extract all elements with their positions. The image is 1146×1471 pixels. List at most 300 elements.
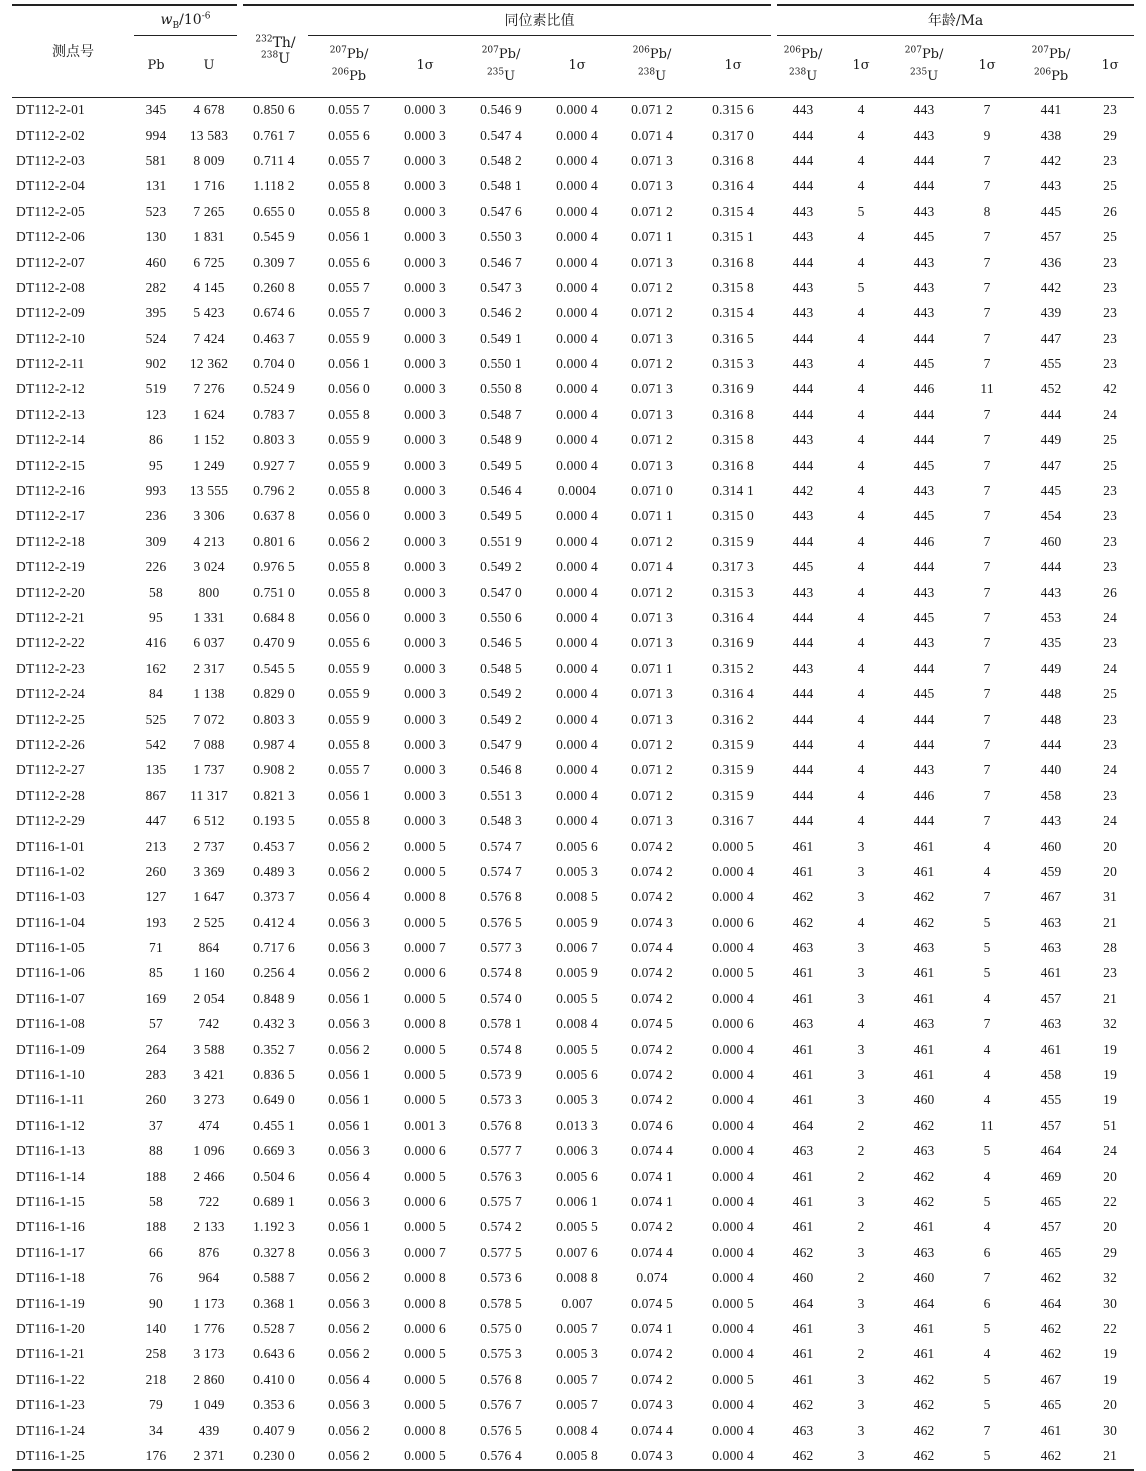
cell-r68: 0.074 1 <box>631 1320 673 1336</box>
cell-r75: 0.576 3 <box>480 1168 522 1184</box>
cell-u: 7 072 <box>193 711 225 727</box>
cell-pb: 218 <box>145 1371 167 1387</box>
cell-r68: 0.071 4 <box>631 127 673 143</box>
cell-a76: 469 <box>1040 1168 1062 1184</box>
cell-r68: 0.071 2 <box>631 102 673 118</box>
cell-pb: 523 <box>145 203 167 219</box>
cell-a75: 461 <box>913 1320 935 1336</box>
cell-r76: 0.056 3 <box>328 1143 370 1159</box>
cell-a75-sigma: 7 <box>983 305 991 321</box>
cell-r75: 0.551 3 <box>480 787 522 803</box>
cell-spot-id: DT116-1-11 <box>16 1092 85 1108</box>
cell-r75-sigma: 0.000 4 <box>556 330 598 346</box>
cell-r68-sigma: 0.316 7 <box>712 813 754 829</box>
cell-u: 2 737 <box>193 838 225 854</box>
table-row <box>12 1265 1134 1290</box>
cell-a68-sigma: 3 <box>857 1092 865 1108</box>
cell-a75-sigma: 6 <box>983 1244 991 1260</box>
cell-r75-sigma: 0.005 3 <box>556 863 598 879</box>
cell-spot-id: DT112-2-13 <box>16 406 85 422</box>
cell-a68: 444 <box>792 381 814 397</box>
cell-r68: 0.074 2 <box>631 889 673 905</box>
cell-a75-sigma: 7 <box>983 356 991 372</box>
cell-pb: 525 <box>145 711 167 727</box>
cell-u: 742 <box>198 1016 220 1032</box>
cell-u: 3 421 <box>193 1067 225 1083</box>
cell-u: 2 860 <box>193 1371 225 1387</box>
cell-r75: 0.547 0 <box>480 584 522 600</box>
cell-a75: 461 <box>913 1219 935 1235</box>
cell-r75-sigma: 0.000 4 <box>556 229 598 245</box>
cell-u: 6 725 <box>193 254 225 270</box>
cell-r75-sigma: 0.000 4 <box>556 254 598 270</box>
cell-r68-sigma: 0.000 4 <box>712 1067 754 1083</box>
cell-r76-sigma: 0.000 3 <box>404 635 446 651</box>
cell-r75-sigma: 0.005 6 <box>556 1067 598 1083</box>
cell-pb: 76 <box>149 1270 163 1286</box>
cell-spot-id: DT112-2-28 <box>16 787 85 803</box>
cell-r76: 0.055 7 <box>328 279 370 295</box>
cell-a75-sigma: 7 <box>983 559 991 575</box>
cell-r75-sigma: 0.000 4 <box>556 559 598 575</box>
cell-r68: 0.074 <box>636 1270 668 1286</box>
cell-spot-id: DT116-1-05 <box>16 940 85 956</box>
cell-r76: 0.055 8 <box>328 406 370 422</box>
cell-pb: 188 <box>145 1168 167 1184</box>
cell-a68: 444 <box>792 736 814 752</box>
cell-a68: 445 <box>792 559 814 575</box>
cell-a68: 444 <box>792 610 814 625</box>
cell-r68-sigma: 0.316 4 <box>712 610 754 625</box>
cell-a68-sigma: 4 <box>857 330 865 346</box>
cell-r75: 0.549 2 <box>480 559 522 575</box>
cell-r76-sigma: 0.000 8 <box>404 1270 446 1286</box>
table-row <box>12 605 1134 630</box>
cell-a68-sigma: 2 <box>857 1168 865 1184</box>
cell-a76-sigma: 21 <box>1103 914 1118 930</box>
cell-r76: 0.056 0 <box>328 381 370 397</box>
cell-r75-sigma: 0.005 5 <box>556 1219 598 1235</box>
cell-a75-sigma: 7 <box>983 1270 991 1286</box>
cell-a76: 467 <box>1040 1371 1062 1387</box>
cell-r68: 0.074 2 <box>631 1041 673 1057</box>
cell-a76-sigma: 25 <box>1103 457 1118 473</box>
cell-r75-sigma: 0.000 4 <box>556 203 598 219</box>
cell-a68: 461 <box>792 1168 814 1184</box>
cell-spot-id: DT112-2-14 <box>16 432 85 448</box>
cell-a75-sigma: 7 <box>983 178 991 194</box>
table-row <box>12 910 1134 935</box>
group-header-content: $w_B/10^{-6}$ <box>134 5 240 35</box>
cell-a68: 461 <box>792 1371 814 1387</box>
cell-r76: 0.055 8 <box>328 736 370 752</box>
cell-a68-sigma: 4 <box>857 254 865 270</box>
cell-a68: 444 <box>792 254 814 270</box>
cell-u: 722 <box>198 1193 220 1209</box>
cell-a75-sigma: 5 <box>983 1397 991 1413</box>
cell-a68-sigma: 4 <box>857 914 865 930</box>
cell-a76: 458 <box>1040 787 1062 803</box>
cell-a75: 443 <box>913 203 935 219</box>
cell-a76: 465 <box>1040 1193 1062 1209</box>
cell-a75-sigma: 6 <box>983 1295 991 1311</box>
cell-a75: 463 <box>913 1244 935 1260</box>
cell-r68: 0.074 2 <box>631 965 673 981</box>
cell-r75: 0.574 8 <box>480 1041 522 1057</box>
cell-spot-id: DT112-2-23 <box>16 660 85 676</box>
cell-r75: 0.573 9 <box>480 1067 522 1083</box>
cell-r68-sigma: 0.315 9 <box>712 736 754 752</box>
cell-th-u: 0.717 6 <box>253 940 295 956</box>
cell-r68: 0.071 3 <box>631 686 673 702</box>
cell-a76-sigma: 23 <box>1103 711 1118 727</box>
cell-a76-sigma: 23 <box>1103 559 1118 575</box>
cell-r68-sigma: 0.000 4 <box>712 1219 754 1235</box>
cell-a76: 448 <box>1040 711 1062 727</box>
cell-a76: 454 <box>1040 508 1062 524</box>
cell-a68-sigma: 4 <box>857 813 865 829</box>
cell-r75-sigma: 0.000 4 <box>556 127 598 143</box>
cell-u: 1 776 <box>193 1320 225 1336</box>
cell-a68-sigma: 3 <box>857 863 865 879</box>
cell-a76-sigma: 20 <box>1103 1397 1118 1413</box>
cell-a75: 461 <box>913 965 935 981</box>
cell-th-u: 1.192 3 <box>253 1219 295 1235</box>
cell-r75: 0.549 2 <box>480 686 522 702</box>
cell-r76: 0.056 1 <box>328 1219 370 1235</box>
cell-a76: 455 <box>1040 356 1062 372</box>
cell-r75: 0.546 7 <box>480 254 522 270</box>
cell-a76-sigma: 20 <box>1103 1168 1118 1184</box>
cell-spot-id: DT116-1-09 <box>16 1041 85 1057</box>
cell-r76: 0.056 0 <box>328 610 370 625</box>
cell-a75: 464 <box>913 1295 935 1311</box>
cell-a75: 445 <box>913 610 935 625</box>
cell-a75-sigma: 7 <box>983 813 991 829</box>
cell-a75: 463 <box>913 1143 935 1159</box>
cell-pb: 213 <box>145 838 167 854</box>
cell-r68: 0.071 1 <box>631 229 673 245</box>
cell-r68-sigma: 0.000 5 <box>712 1295 754 1311</box>
cell-r76-sigma: 0.000 5 <box>404 1346 446 1362</box>
cell-r68-sigma: 0.315 3 <box>712 356 754 372</box>
cell-r68: 0.071 3 <box>631 457 673 473</box>
cell-u: 7 088 <box>193 736 225 752</box>
cell-a76-sigma: 23 <box>1103 279 1118 295</box>
cell-r68-sigma: 0.315 9 <box>712 787 754 803</box>
cell-r76-sigma: 0.000 3 <box>404 813 446 829</box>
cell-r75: 0.574 7 <box>480 863 522 879</box>
cell-pb: 135 <box>145 762 167 778</box>
cell-r75: 0.576 5 <box>480 1422 522 1438</box>
cell-r68: 0.071 3 <box>631 254 673 270</box>
col-header-age-206pb-238u: $^{206}$Pb/ $^{238}$U <box>774 35 832 97</box>
cell-th-u: 0.674 6 <box>253 305 295 321</box>
cell-r75: 0.547 4 <box>480 127 522 143</box>
cell-r75-sigma: 0.000 4 <box>556 533 598 549</box>
cell-r68-sigma: 0.000 4 <box>712 1270 754 1286</box>
cell-r68-sigma: 0.316 2 <box>712 711 754 727</box>
cell-pb: 258 <box>145 1346 167 1362</box>
table-row <box>12 935 1134 960</box>
cell-r75: 0.548 7 <box>480 406 522 422</box>
cell-pb: 162 <box>145 660 167 676</box>
cell-spot-id: DT112-2-02 <box>16 127 85 143</box>
cell-r75: 0.548 1 <box>480 178 522 194</box>
cell-r75: 0.574 8 <box>480 965 522 981</box>
cell-spot-id: DT116-1-16 <box>16 1219 85 1235</box>
cell-a76-sigma: 30 <box>1103 1422 1118 1438</box>
cell-r76: 0.056 2 <box>328 1270 370 1286</box>
cell-th-u: 0.711 4 <box>253 152 295 168</box>
cell-th-u: 0.230 0 <box>240 1443 308 1469</box>
table-row <box>12 1291 1134 1316</box>
cell-th-u: 0.643 6 <box>253 1346 295 1362</box>
cell-u: 2 525 <box>193 914 225 930</box>
cell-th-u: 0.669 3 <box>253 1143 295 1159</box>
table-row <box>12 1443 1134 1469</box>
table-row <box>12 326 1134 351</box>
cell-pb: 95 <box>149 457 163 473</box>
cell-r76-sigma: 0.000 3 <box>404 102 446 118</box>
table-row <box>12 580 1134 605</box>
cell-r68: 0.071 3 <box>631 711 673 727</box>
cell-a75-sigma: 7 <box>983 610 991 625</box>
cell-a75: 444 <box>913 660 935 676</box>
cell-a68: 464 <box>792 1117 814 1133</box>
cell-r75: 0.577 5 <box>480 1244 522 1260</box>
cell-u: 7 424 <box>193 330 225 346</box>
cell-pb: 282 <box>145 279 167 295</box>
cell-a68: 444 <box>792 711 814 727</box>
cell-r75-sigma: 0.005 6 <box>556 838 598 854</box>
cell-a68-sigma: 4 <box>857 229 865 245</box>
cell-a68: 462 <box>774 1443 832 1469</box>
cell-a75: 443 <box>913 279 935 295</box>
cell-r75-sigma: 0.007 <box>561 1295 593 1311</box>
table-row <box>12 732 1134 757</box>
cell-r76-sigma: 0.000 5 <box>404 1168 446 1184</box>
cell-pb: 994 <box>145 127 167 143</box>
cell-r75: 0.546 5 <box>480 635 522 651</box>
cell-th-u: 0.193 5 <box>253 813 295 829</box>
cell-r68-sigma: 0.317 0 <box>712 127 754 143</box>
cell-r68: 0.071 2 <box>631 305 673 321</box>
cell-a75-sigma: 5 <box>983 1371 991 1387</box>
cell-a68: 443 <box>792 432 814 448</box>
cell-a68: 444 <box>792 533 814 549</box>
cell-a76: 457 <box>1040 990 1062 1006</box>
cell-r75: 0.573 3 <box>480 1092 522 1108</box>
cell-r75: 0.549 1 <box>480 330 522 346</box>
cell-spot-id: DT112-2-01 <box>16 102 85 118</box>
cell-r76-sigma: 0.000 3 <box>404 686 446 702</box>
cell-a68-sigma: 4 <box>857 127 865 143</box>
cell-r75-sigma: 0.005 6 <box>556 1168 598 1184</box>
cell-a68: 444 <box>792 762 814 778</box>
cell-a68-sigma: 5 <box>857 203 865 219</box>
cell-r68: 0.074 2 <box>631 990 673 1006</box>
cell-r76: 0.056 2 <box>328 838 370 854</box>
cell-a68: 444 <box>792 457 814 473</box>
cell-a68: 443 <box>792 508 814 524</box>
cell-a68: 461 <box>792 1346 814 1362</box>
cell-a75: 445 <box>913 508 935 524</box>
cell-th-u: 0.352 7 <box>253 1041 295 1057</box>
cell-th-u: 0.260 8 <box>253 279 295 295</box>
cell-a68: 462 <box>792 1397 814 1413</box>
cell-u: 876 <box>198 1244 220 1260</box>
cell-spot-id: DT112-2-16 <box>16 483 85 499</box>
cell-a75-sigma: 4 <box>983 863 991 879</box>
cell-a75-sigma: 5 <box>958 1443 1016 1469</box>
cell-th-u: 0.256 4 <box>253 965 295 981</box>
cell-pb: 460 <box>145 254 167 270</box>
cell-a75-sigma: 4 <box>983 990 991 1006</box>
cell-a76-sigma: 23 <box>1103 508 1118 524</box>
col-header-sigma: 1σ <box>542 35 612 97</box>
cell-a68: 442 <box>792 483 814 499</box>
cell-r68-sigma: 0.000 4 <box>712 1168 754 1184</box>
cell-a68: 463 <box>792 1143 814 1159</box>
cell-pb: 176 <box>134 1443 178 1469</box>
table-row <box>12 1088 1134 1113</box>
cell-r75: 0.550 3 <box>480 229 522 245</box>
cell-th-u: 0.821 3 <box>253 787 295 803</box>
table-row <box>12 351 1134 376</box>
cell-a76: 460 <box>1040 533 1062 549</box>
cell-th-u: 0.908 2 <box>253 762 295 778</box>
cell-r68-sigma: 0.000 4 <box>712 1397 754 1413</box>
cell-a76: 461 <box>1040 1041 1062 1057</box>
cell-a75: 443 <box>913 635 935 651</box>
cell-th-u: 0.637 8 <box>253 508 295 524</box>
cell-a76-sigma: 24 <box>1103 406 1118 422</box>
cell-a68-sigma: 4 <box>857 432 865 448</box>
cell-a75: 444 <box>913 432 935 448</box>
cell-th-u: 0.927 7 <box>253 457 295 473</box>
cell-r75-sigma: 0.007 6 <box>556 1244 598 1260</box>
cell-th-u: 0.504 6 <box>253 1168 295 1184</box>
cell-u: 12 362 <box>189 356 229 372</box>
cell-a68: 462 <box>792 889 814 905</box>
cell-pb: 58 <box>149 584 163 600</box>
group-header-age: 年龄/Ma <box>774 5 1134 35</box>
cell-a76-sigma: 26 <box>1103 584 1118 600</box>
cell-r76: 0.056 3 <box>328 1244 370 1260</box>
cell-r75-sigma: 0.013 3 <box>556 1117 598 1133</box>
cell-a68-sigma: 4 <box>857 635 865 651</box>
cell-r76: 0.055 8 <box>328 178 370 194</box>
col-header-sigma: 1σ <box>1086 35 1134 97</box>
cell-a76: 449 <box>1040 432 1062 448</box>
cell-r75: 0.549 5 <box>480 457 522 473</box>
cell-a68: 444 <box>792 813 814 829</box>
cell-a75: 444 <box>913 813 935 829</box>
cell-a75: 463 <box>913 940 935 956</box>
cell-a75-sigma: 5 <box>983 965 991 981</box>
cell-a75-sigma: 8 <box>983 203 991 219</box>
cell-spot-id: DT112-2-03 <box>16 152 85 168</box>
cell-th-u: 0.649 0 <box>253 1092 295 1108</box>
cell-spot-id: DT112-2-07 <box>16 254 85 270</box>
cell-th-u: 0.689 1 <box>253 1193 295 1209</box>
table-row <box>12 681 1134 706</box>
cell-u: 3 369 <box>193 863 225 879</box>
cell-spot-id: DT116-1-17 <box>16 1244 85 1260</box>
cell-a75-sigma: 7 <box>983 229 991 245</box>
cell-a75: 463 <box>913 1016 935 1032</box>
cell-a68-sigma: 4 <box>857 787 865 803</box>
col-header-sigma: 1σ <box>390 35 460 97</box>
cell-r75: 0.574 0 <box>480 990 522 1006</box>
cell-a76-sigma: 23 <box>1103 787 1118 803</box>
cell-a76-sigma: 23 <box>1103 330 1118 346</box>
cell-spot-id: DT116-1-03 <box>16 889 85 905</box>
cell-r75-sigma: 0.008 5 <box>556 889 598 905</box>
cell-th-u: 0.528 7 <box>253 1320 295 1336</box>
cell-r76-sigma: 0.000 3 <box>404 178 446 194</box>
cell-spot-id: DT112-2-10 <box>16 330 85 346</box>
cell-r76-sigma: 0.000 3 <box>404 787 446 803</box>
cell-spot-id: DT112-2-26 <box>16 736 85 752</box>
cell-r68-sigma: 0.317 3 <box>712 559 754 575</box>
cell-r76-sigma: 0.000 3 <box>404 229 446 245</box>
cell-u: 1 249 <box>193 457 225 473</box>
cell-th-u: 0.309 7 <box>253 254 295 270</box>
cell-r76-sigma: 0.000 5 <box>404 990 446 1006</box>
cell-th-u: 0.848 9 <box>253 990 295 1006</box>
cell-a75: 444 <box>913 330 935 346</box>
cell-r76: 0.055 6 <box>328 127 370 143</box>
cell-r76: 0.055 8 <box>328 584 370 600</box>
cell-u: 3 024 <box>193 559 225 575</box>
cell-a68-sigma: 3 <box>857 1067 865 1083</box>
cell-a76: 441 <box>1040 102 1062 118</box>
cell-r68: 0.071 2 <box>631 736 673 752</box>
cell-r68: 0.071 2 <box>631 787 673 803</box>
cell-a68: 444 <box>792 787 814 803</box>
cell-r68-sigma: 0.000 4 <box>712 1244 754 1260</box>
cell-a68-sigma: 4 <box>857 152 865 168</box>
cell-th-u: 0.829 0 <box>253 686 295 702</box>
table-row <box>12 529 1134 554</box>
cell-r68-sigma: 0.315 4 <box>712 305 754 321</box>
cell-spot-id: DT116-1-07 <box>16 990 85 1006</box>
cell-r68-sigma: 0.000 4 <box>712 1117 754 1133</box>
cell-a75: 445 <box>913 457 935 473</box>
cell-pb: 90 <box>149 1295 163 1311</box>
cell-th-u: 1.118 2 <box>253 178 295 194</box>
cell-r76: 0.056 1 <box>328 229 370 245</box>
cell-pb: 524 <box>145 330 167 346</box>
cell-spot-id: DT112-2-20 <box>16 584 85 600</box>
col-header-spot-id: 测点号 <box>12 5 134 97</box>
cell-a75-sigma: 7 <box>983 762 991 778</box>
cell-spot-id: DT112-2-09 <box>16 305 85 321</box>
cell-a76: 463 <box>1040 914 1062 930</box>
cell-a76: 465 <box>1040 1397 1062 1413</box>
cell-a68-sigma: 4 <box>857 508 865 524</box>
cell-a75: 443 <box>913 254 935 270</box>
cell-a76: 467 <box>1040 889 1062 905</box>
cell-r75-sigma: 0.005 7 <box>556 1320 598 1336</box>
cell-r75: 0.576 8 <box>480 1371 522 1387</box>
cell-r68: 0.074 3 <box>631 1397 673 1413</box>
cell-r76: 0.056 2 <box>328 965 370 981</box>
cell-a76: 447 <box>1040 457 1062 473</box>
cell-th-u: 0.353 6 <box>253 1397 295 1413</box>
